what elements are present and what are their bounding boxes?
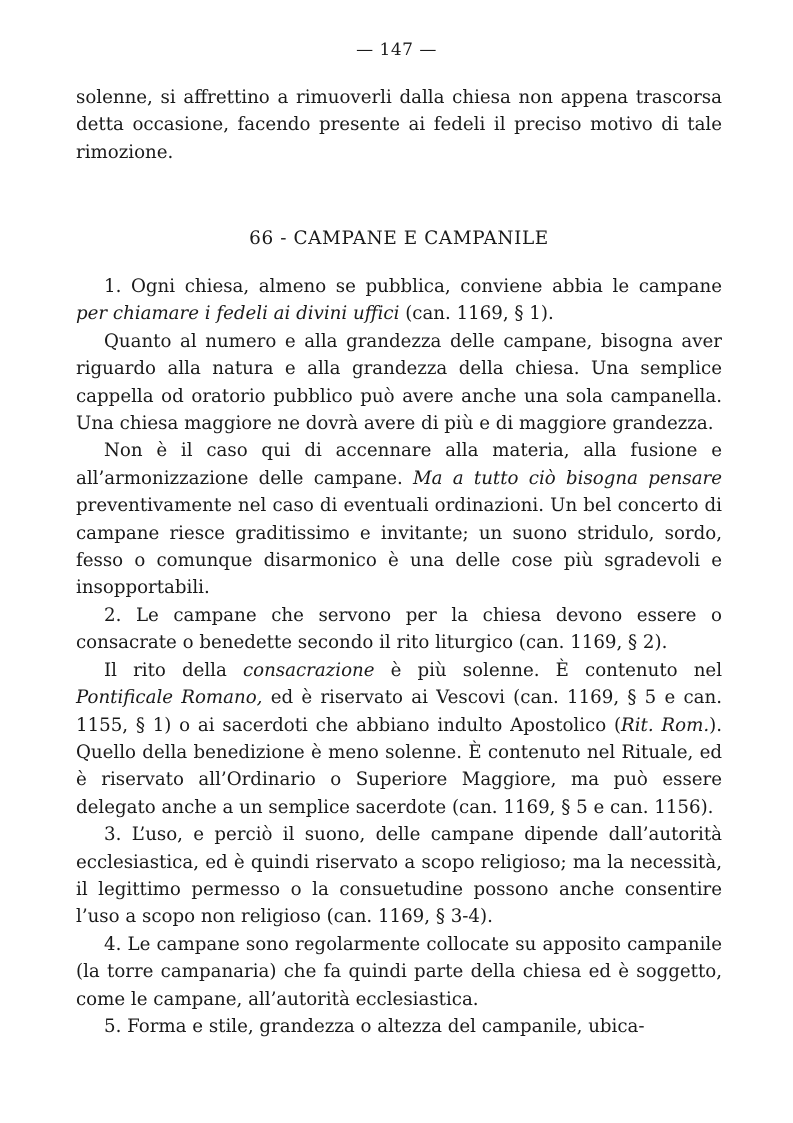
text-span: ed è riservato ai Vescovi (can. 1169, § 5 e can. 1155, § 1) o ai sacerdoti che abbiano indulto Apostolico ( — [76, 687, 722, 736]
opening-text — [76, 84, 722, 166]
text-span: preventivamente nel caso di eventuali ordinazioni. Un bel concerto di campane riesce graditissimo e invitante; un suono stridulo, sordo, fesso o comunque disarmonico è una delle cose più sgradevoli e insopportabili. — [76, 495, 722, 599]
text-span: ). Quello della benedizione è meno solenne. È contenuto nel Rituale, ed è riservato all’Ordinario o Superiore Maggiore, ma può essere delegato anche a un semplice sacerdote (can. 1169, § 5 e can. 1156). — [76, 714, 722, 818]
text-span: (can. 1169, § 1). — [399, 303, 554, 325]
text-span: Il rito della — [104, 659, 243, 681]
paragraph-5 — [76, 657, 722, 821]
paragraph-4: 2. Le campane che servono per la chiesa devono essere o consacrate o benedette secondo il rito liturgico (can. 1169, § 2). — [76, 604, 722, 654]
italic-span: Rit. Rom. — [621, 714, 710, 736]
paragraph-3 — [76, 437, 722, 601]
paragraph: solenne, si affrettino a rimuoverli dalla chiesa non appena trascorsa detta occasione, facendo presente ai fedeli il preciso motivo di tale rimozione. — [76, 87, 722, 163]
paragraph-1 — [76, 273, 722, 328]
italic-span: Ma a tutto ciò bisogna pensare — [413, 467, 722, 489]
paragraph-2: Quanto al numero e alla grandezza delle campane, bisogna aver riguardo alla natura e alla grandezza della chiesa. Una semplice cappella od oratorio pubblico può avere anche una sola campanella. Una chiesa maggiore ne dovrà avere di più e di maggiore grandezza. — [76, 330, 722, 435]
paragraph-8: 5. Forma e stile, grandezza o altezza del campanile, ubica- — [104, 1015, 645, 1037]
text-span: è più solenne. È contenuto nel — [374, 659, 723, 681]
italic-span: consacrazione — [242, 659, 375, 681]
section-body — [76, 273, 722, 1040]
page-number: — 147 — — [356, 40, 437, 60]
paragraph-6: 3. L’uso, e perciò il suono, delle campane dipende dall’autorità ecclesiastica, ed è quindi riservato a scopo religioso; ma la necessità, il legittimo permesso o la consuetudine possono anche consentire l’uso a scopo non religioso (can. 1169, § 3-4). — [76, 824, 722, 928]
text-span: 1. Ogni chiesa, almeno se pubblica, conviene abbia le campane — [104, 276, 722, 297]
section-heading: 66 - CAMPANE E CAMPANILE — [249, 228, 549, 249]
italic-span: Pontificale Romano, — [76, 687, 263, 709]
italic-span: per chiamare i fedeli ai divini uffici — [76, 303, 400, 325]
text-span: Non è il caso qui di accennare alla materia, alla fusione e all’armonizzazione delle campane. — [76, 440, 722, 489]
paragraph-7: 4. Le campane sono regolarmente collocate su apposito campanile (la torre campanaria) che fa quindi parte della chiesa ed è soggetto, come le campane, all’autorità ecclesiastica. — [76, 933, 722, 1010]
